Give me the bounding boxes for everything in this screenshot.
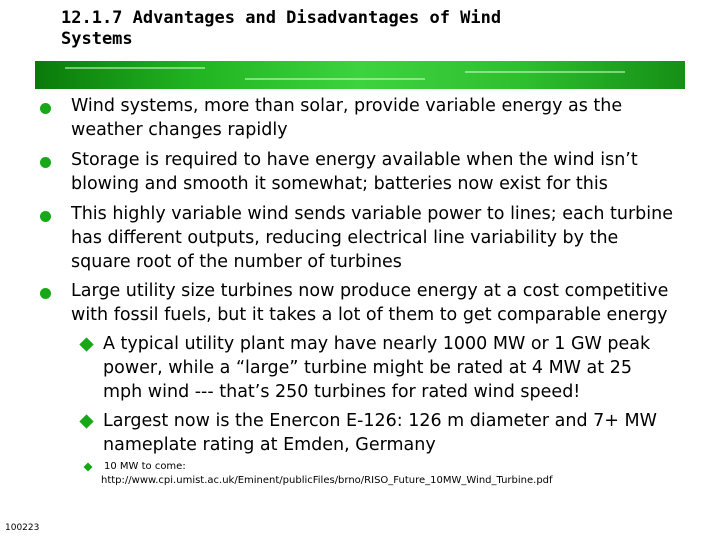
- sub-bullet-line: nameplate rating at Emden, Germany: [103, 435, 436, 455]
- bullet-line: Wind systems, more than solar, provide variable energy as the: [71, 96, 623, 116]
- slide-title-line-1: 12.1.7 Advantages and Disadvantages of Wind: [61, 8, 502, 28]
- bullet-dot-icon: [40, 288, 51, 299]
- bullet-line: square root of the number of turbines: [71, 252, 402, 272]
- bullet-dot-icon: [40, 103, 51, 114]
- slide-title-line-2: Systems: [61, 29, 133, 49]
- slide-number: 100223: [5, 523, 40, 533]
- bullet-line: has different outputs, reducing electrical line variability by the: [71, 228, 619, 248]
- sub-bullet-line: power, while a “large” turbine might be rated at 4 MW at 25: [103, 358, 632, 378]
- bullet-dot-icon: [40, 157, 51, 168]
- bullet-line: Large utility size turbines now produce energy at a cost competitive: [71, 281, 669, 301]
- footnote-link[interactable]: http://www.cpi.umist.ac.uk/Eminent/publicFiles/brno/RISO_Future_10MW_Wind_Turbine.pdf: [101, 475, 553, 486]
- diamond-bullet-icon: [79, 337, 93, 351]
- diamond-bullet-icon: [79, 414, 93, 428]
- diamond-bullet-icon: [83, 462, 92, 471]
- bullet-line: This highly variable wind sends variable power to lines; each turbine: [71, 204, 673, 224]
- bullet-line: blowing and smooth it somewhat; batteries now exist for this: [71, 174, 608, 194]
- bullet-dot-icon: [40, 211, 51, 222]
- bullet-line: weather changes rapidly: [71, 120, 288, 140]
- bullet-line: Storage is required to have energy available when the wind isn’t: [71, 150, 638, 170]
- bullet-line: with fossil fuels, but it takes a lot of them to get comparable energy: [71, 305, 668, 325]
- footnote-label: 10 MW to come:: [104, 461, 186, 472]
- sub-bullet-line: A typical utility plant may have nearly 1000 MW or 1 GW peak: [103, 334, 651, 354]
- sub-bullet-line: Largest now is the Enercon E-126: 126 m diameter and 7+ MW: [103, 411, 657, 431]
- sub-bullet-line: mph wind --- that’s 250 turbines for rated wind speed!: [103, 382, 581, 402]
